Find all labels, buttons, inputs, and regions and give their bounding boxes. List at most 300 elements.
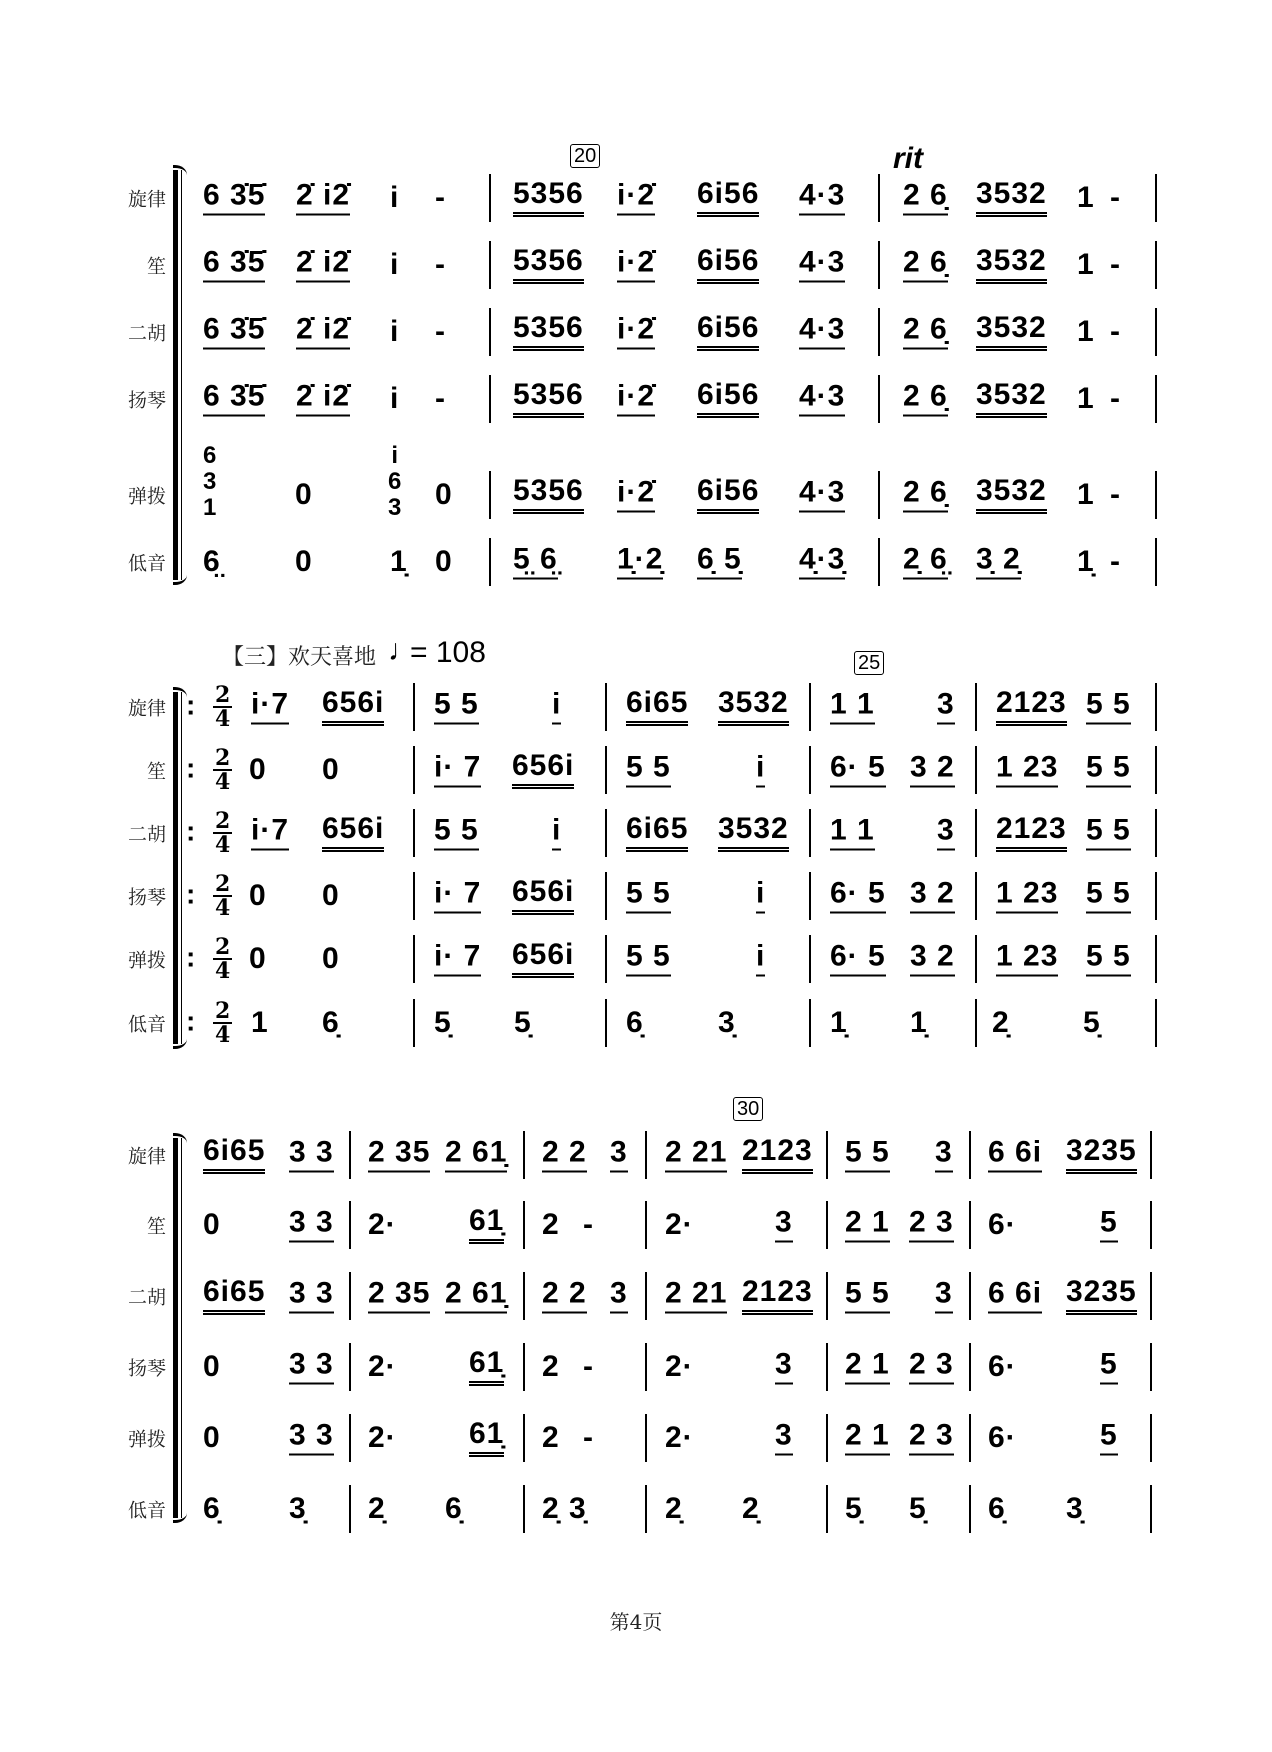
note-group: 61̣ [469,1419,504,1457]
repeat-start-sign: : [186,878,196,910]
note: 1̣ [830,1006,848,1039]
barline [489,308,491,356]
note-group: 3532 [976,476,1047,514]
dash: - [435,248,446,281]
note-group: 656i [512,751,574,789]
instrument-label: 二胡 [127,1286,166,1309]
staff-erhu [0,803,1272,863]
page-number: 第4页 [609,1610,663,1634]
barline [878,174,880,222]
rest: 0 [295,478,313,511]
dash: - [583,1421,594,1454]
note-group: 5 5 [845,1279,890,1314]
rest: 0 [435,545,453,578]
barline [1155,308,1157,356]
barline [413,999,415,1047]
instrument-label: 扬琴 [127,886,166,909]
note-group: 2 6̣ [903,248,948,283]
rest: 0 [203,1421,221,1454]
barline [826,1201,828,1249]
dash: - [1110,478,1121,511]
note-group: i·7 [251,816,289,851]
barline [1155,375,1157,423]
note-group: 1 23 [996,753,1058,788]
barline [489,174,491,222]
note: i [390,315,400,348]
barline [1155,471,1157,519]
note-group: 2 2 [542,1138,587,1173]
barline [975,809,977,857]
dotted-note: 2· [368,1350,397,1383]
staff-sheng [0,235,1272,295]
staff-bass [0,993,1272,1053]
note-group: 5 5 [434,816,479,851]
note: 3 [775,1208,793,1243]
note: 3 [935,1279,953,1314]
note-group: 3532 [976,380,1047,418]
time-signature-bottom: 4 [215,769,231,795]
barline [969,1272,971,1320]
barline [489,538,491,586]
note-group: i·2̇ [617,181,655,216]
instrument-label: 旋律 [127,188,166,211]
barline [645,1201,647,1249]
note-group: 2 3 [909,1421,954,1456]
note-group: 2̇ i2̇ [296,315,350,350]
note: 6̣ [445,1492,463,1525]
note: 2̣ [665,1492,683,1525]
barline [1150,1272,1152,1320]
note: 6̣ [988,1492,1006,1525]
instrument-label: 笙 [146,255,166,278]
note-group: 1 1 [830,690,875,725]
instrument-label: 低音 [127,1499,166,1522]
note-group: 5 5 [626,753,671,788]
dash: - [1110,315,1121,348]
note-group: 6̣ 5̣ [697,545,742,580]
time-signature-bottom: 4 [215,1022,231,1048]
barline [1150,1201,1152,1249]
repeat-start-sign: : [186,1005,196,1037]
instrument-label: 低音 [127,1013,166,1036]
barline [826,1414,828,1462]
time-signature-top: 2 [215,682,231,708]
rest: 0 [249,879,267,912]
note: 5 [1100,1421,1118,1456]
note-group: 6i65 [203,1277,265,1315]
barline [605,935,607,983]
staff-yangqin [0,1337,1272,1397]
barline [523,1343,525,1391]
staff-tanbo [0,442,1272,525]
note-group: i·2̇ [617,315,655,350]
ritardando-marking: rit [893,142,923,175]
note-group: 2 3 [909,1350,954,1385]
time-signature-top: 2 [215,998,231,1024]
note-group: 5̤ 6̤ [513,545,558,580]
barline [809,683,811,731]
note-group: 6i56 [697,476,759,514]
time-signature [213,1000,232,1046]
repeat-start-sign: : [186,941,196,973]
note-group: i· 7 [434,879,481,914]
note-group: 2̣ 3̣ [542,1492,587,1525]
note-group: 6i56 [697,380,759,418]
repeat-start-sign: : [186,689,196,721]
dash: - [435,181,446,214]
note: 2̣ [742,1492,760,1525]
note-group: 5 5 [1086,879,1131,914]
barline [523,1414,525,1462]
rest: 0 [322,753,340,786]
note-group: 5356 [513,179,584,217]
staff-bass [0,1479,1272,1539]
note: 3 [935,1138,953,1173]
barline [826,1485,828,1533]
note-group: 5 5 [1086,690,1131,725]
note-group: 6 6i [988,1279,1042,1314]
staff-sheng [0,1195,1272,1255]
note-group: 61̣ [469,1206,504,1244]
note: 3 [937,690,955,725]
staff-tanbo [0,929,1272,989]
note: 6̣ [626,1006,644,1039]
barline [809,872,811,920]
barline [1155,999,1157,1047]
note: 5̣ [1083,1006,1101,1039]
note-group: 2 1 [845,1350,890,1385]
rest: 0 [249,753,267,786]
barline [809,809,811,857]
time-signature-top: 2 [215,745,231,771]
note-group: i· 7 [434,753,481,788]
dash: - [1110,382,1121,415]
note-group: 3 3 [289,1208,334,1243]
dotted-note: 2· [665,1421,694,1454]
barline [523,1201,525,1249]
note: 5̣ [434,1006,452,1039]
note: 1 [1077,181,1095,214]
note-group: 2 1 [845,1421,890,1456]
note: 3̣ [289,1492,307,1525]
instrument-label: 二胡 [127,823,166,846]
note-group: 3532 [976,313,1047,351]
barline [826,1131,828,1179]
note: 1̣ [910,1006,928,1039]
barline [413,872,415,920]
barline [878,241,880,289]
note: 2 [542,1208,560,1241]
note-group: 5356 [513,246,584,284]
barline [809,935,811,983]
note-group: 656i [512,940,574,978]
note-group: 1̣·2̣ [617,545,663,580]
note-group: 3235 [1066,1277,1137,1315]
note: i [390,248,400,281]
note-group: 2123 [996,814,1067,852]
note-group: 6· 5 [830,879,886,914]
barline [349,1131,351,1179]
barline [645,1414,647,1462]
barline [645,1272,647,1320]
note-group: 6i65 [203,1136,265,1174]
instrument-label: 低音 [127,552,166,575]
dotted-note: 6· [988,1421,1017,1454]
note-group: 3 3 [289,1421,334,1456]
repeat-start-sign: : [186,752,196,784]
barline [413,683,415,731]
note-group: 4·3 [799,382,845,417]
barline [349,1485,351,1533]
dotted-note: 2· [665,1208,694,1241]
note: i [756,879,765,914]
barline [1155,241,1157,289]
dash: - [435,382,446,415]
note: 6̤ [203,545,221,578]
note: 6̣ [322,1006,340,1039]
barline [975,872,977,920]
note-group: 2̇ i2̇ [296,181,350,216]
time-signature-top: 2 [215,808,231,834]
dash: - [435,315,446,348]
note: 5 [1100,1350,1118,1385]
dash: - [1110,181,1121,214]
barline [605,872,607,920]
note-group: i·2̇ [617,248,655,283]
instrument-label: 二胡 [127,322,166,345]
note-group: 6· 5 [830,753,886,788]
note-group: 656i [512,877,574,915]
time-signature [213,873,232,919]
repeat-start-sign: : [186,815,196,847]
barline [1155,935,1157,983]
note-group: 3532 [718,814,789,852]
barline [349,1201,351,1249]
note: 3 [937,816,955,851]
dotted-note: 2· [665,1350,694,1383]
note-group: 2123 [996,688,1067,726]
note-group: 4̣·3̣ [799,545,845,580]
barline [605,999,607,1047]
note: 1̣ [1077,545,1095,578]
barline [969,1414,971,1462]
instrument-label: 弹拨 [127,485,166,508]
staff-yangqin [0,866,1272,926]
time-signature [213,747,232,793]
note: 1 [1077,382,1095,415]
barline [975,935,977,983]
note: 5̣ [514,1006,532,1039]
note-group: 3 2 [910,879,955,914]
staff-melody [0,1125,1272,1185]
instrument-label: 笙 [146,760,166,783]
note: 1̣ [390,545,408,578]
note-group: 5 5 [1086,942,1131,977]
note-group: 5 5 [626,942,671,977]
dash: - [1110,248,1121,281]
note-group: 5 5 [845,1138,890,1173]
staff-sheng [0,740,1272,800]
note-group: 61̣ [469,1348,504,1386]
chord-i63: i 6 3 [388,442,402,521]
note: 3̣ [718,1006,736,1039]
note-group: 5356 [513,476,584,514]
rest: 0 [203,1208,221,1241]
section-title: 【三】欢天喜地 [222,645,377,670]
note-group: 3532 [976,246,1047,284]
barline [605,746,607,794]
note: 3̣ [1066,1492,1084,1525]
note: i [756,753,765,788]
staff-tanbo [0,1408,1272,1468]
staff-yangqin [0,369,1272,429]
note: 1 [1077,248,1095,281]
note-group: 2 6̣ [903,315,948,350]
note-group: 2 21 [665,1138,727,1173]
note-group: 4·3 [799,181,845,216]
instrument-label: 旋律 [127,1145,166,1168]
note-group: 5 5 [626,879,671,914]
note-group: 3 2 [910,753,955,788]
rest: 0 [295,545,313,578]
instrument-label: 扬琴 [127,1357,166,1380]
note-group: 6i56 [697,313,759,351]
barline [1155,683,1157,731]
note-group: 6i56 [697,179,759,217]
note: 1 [1077,315,1095,348]
barline [826,1272,828,1320]
staff-bass [0,532,1272,592]
note-group: 5 5 [1086,753,1131,788]
rest: 0 [322,942,340,975]
barline [1150,1343,1152,1391]
note-group: 6i56 [697,246,759,284]
note-group: 2 61̣ [445,1279,507,1314]
barline [1155,746,1157,794]
tempo-value: = 108 [410,636,486,669]
barline [1155,872,1157,920]
note-group: 6 3̇5̇ [203,315,265,350]
barline [605,809,607,857]
note: 2 [542,1350,560,1383]
note-group: 2 35 [368,1279,430,1314]
note: 2̣ [992,1006,1010,1039]
note: 2̣ [368,1492,386,1525]
instrument-label: 扬琴 [127,389,166,412]
note: i [552,690,561,725]
barline [413,746,415,794]
dotted-note: 2· [368,1421,397,1454]
note-group: 6 6i [988,1138,1042,1173]
barline [878,471,880,519]
note-group: 3532 [976,179,1047,217]
note: 5 [1100,1208,1118,1243]
barline [809,999,811,1047]
note: 3 [775,1350,793,1385]
note: 2 [542,1421,560,1454]
dotted-note: 2· [368,1208,397,1241]
barline [1150,1131,1152,1179]
note: 5̣ [909,1492,927,1525]
note: i [390,382,400,415]
barline [969,1201,971,1249]
note-group: 2 2 [542,1279,587,1314]
rehearsal-mark-30: 30 [733,1097,763,1121]
barline [1150,1485,1152,1533]
note-group: 6· 5 [830,942,886,977]
time-signature-top: 2 [215,934,231,960]
note-group: 2̇ i2̇ [296,248,350,283]
note-group: 2 1 [845,1208,890,1243]
barline [349,1414,351,1462]
instrument-label: 旋律 [127,697,166,720]
note-group: 3̣ 2̣ [976,545,1021,580]
barline [969,1131,971,1179]
note-group: 5356 [513,380,584,418]
note: 1 [1077,478,1095,511]
time-signature [213,936,232,982]
dotted-note: 6· [988,1350,1017,1383]
instrument-label: 弹拨 [127,949,166,972]
note-group: 1 23 [996,879,1058,914]
note-group: 4·3 [799,478,845,513]
time-signature [213,684,232,730]
note: 6̣ [203,1492,221,1525]
rehearsal-mark-25: 25 [854,651,884,675]
barline [878,308,880,356]
dotted-note: 6· [988,1208,1017,1241]
note-group: 2 61̣ [445,1138,507,1173]
note-group: 2 6̣ [903,382,948,417]
barline [349,1343,351,1391]
note-group: 1 1 [830,816,875,851]
note-group: 2123 [742,1277,813,1315]
time-signature-bottom: 4 [215,832,231,858]
note-group: 5 5 [1086,816,1131,851]
barline [489,471,491,519]
note: 3 [775,1421,793,1456]
barline [1155,174,1157,222]
barline [969,1485,971,1533]
note-group: 3235 [1066,1136,1137,1174]
note-group: 3 3 [289,1138,334,1173]
note-group: 6 3̇5̇ [203,382,265,417]
note: i [390,181,400,214]
note-group: 2 6̣ [903,181,948,216]
time-signature-bottom: 4 [215,895,231,921]
barline [1150,1414,1152,1462]
dash: - [1110,545,1121,578]
instrument-label: 笙 [146,1215,166,1238]
dash: - [583,1350,594,1383]
note-group: 2 21 [665,1279,727,1314]
note-group: 6 3̇5̇ [203,181,265,216]
staff-melody [0,677,1272,737]
rehearsal-mark-20: 20 [570,144,600,168]
rest: 0 [249,942,267,975]
barline [523,1485,525,1533]
note-group: i·2̇ [617,382,655,417]
barline [645,1485,647,1533]
time-signature-top: 2 [215,871,231,897]
note-group: 2 3 [909,1208,954,1243]
note-group: 656i [322,814,384,852]
note: 1 [251,1006,269,1039]
note-group: 6i65 [626,814,688,852]
note-group: i·2̇ [617,478,655,513]
time-signature-bottom: 4 [215,958,231,984]
time-signature [213,810,232,856]
